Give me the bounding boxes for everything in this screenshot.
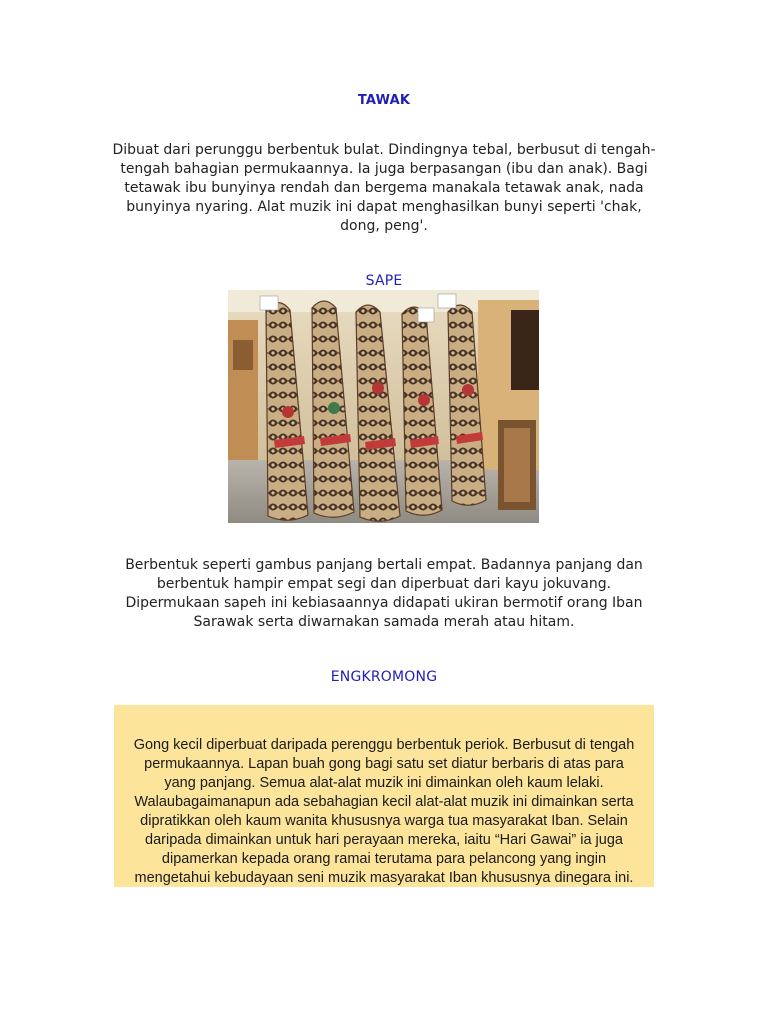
engkromong-line: dipamerkan kepada orang ramai terutama para pelancong yang ingin (161, 851, 607, 867)
engkromong-line: daripada dimainkan untuk hari perayaan mereka, iaitu “Hari Gawai” ia juga (145, 832, 623, 848)
engkromong-line: Walaubagaimanapun ada sebahagian kecil alat-alat muzik ini dimainkan serta (134, 794, 634, 810)
engkromong-description (114, 736, 654, 888)
sape-description: Berbentuk seperti gambus panjang bertali empat. Badannya panjang dan berbentuk hampir empat segi dan diperbuat dari kayu jokuvang. Dipermukaan sapeh ini kebiasaannya didapati ukiran bermotif orang Iban Sarawak serta diwarnakan samada merah atau hitam. (125, 557, 643, 630)
engkromong-line: permukaannya. Lapan buah gong bagi satu set diatur berbaris di atas para (144, 756, 624, 772)
section-heading-engkromong: ENGKROMONG (330, 669, 438, 685)
section-heading-tawak: TAWAK (357, 93, 411, 108)
engkromong-line: yang panjang. Semua alat-alat muzik ini dimainkan oleh kaum lelaki. (164, 775, 604, 791)
sape-photo (228, 290, 539, 523)
engkromong-line: Gong kecil diperbuat daripada perenggu berbentuk periok. Berbusut di tengah (133, 737, 635, 753)
engkromong-line: dipratikkan oleh kaum wanita khususnya warga tua masyarakat Iban. Selain (140, 813, 628, 829)
section-heading-sape: SAPE (365, 273, 403, 289)
engkromong-highlight-box (114, 705, 654, 887)
tawak-description: Dibuat dari perunggu berbentuk bulat. Dindingnya tebal, berbusut di tengah-tengah bahagian permukaannya. Ia juga berpasangan (ibu dan anak). Bagi tetawak ibu bunyinya rendah dan bergema manakala tetawak anak, nada bunyinya nyaring. Alat muzik ini dapat menghasilkan bunyi seperti 'chak, dong, peng'. (112, 142, 656, 234)
engkromong-line: mengetahui kebudayaan seni muzik masyarakat Iban khususnya dinegara ini. (134, 870, 634, 886)
